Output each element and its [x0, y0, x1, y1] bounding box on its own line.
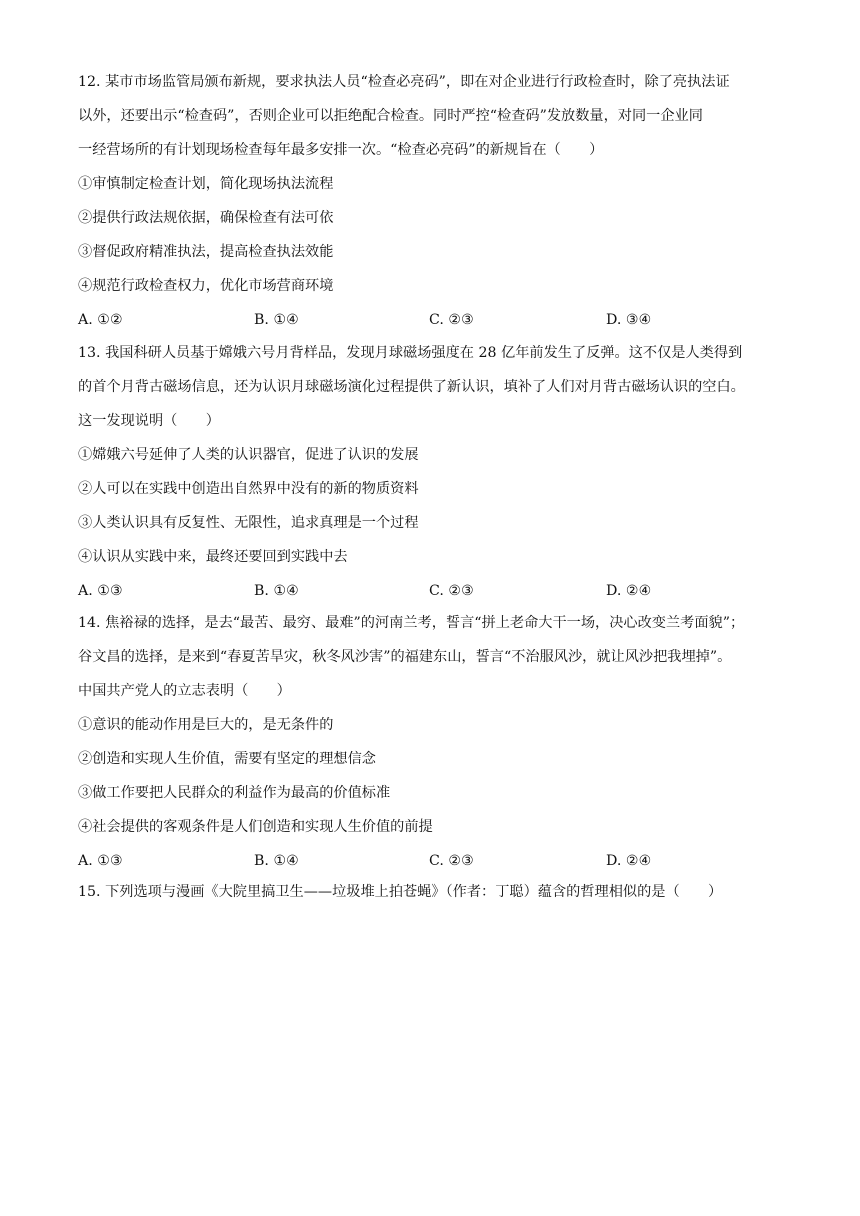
choice-a: A. ①②: [78, 312, 123, 328]
question-stem-line: 中国共产党人的立志表明（ ）: [78, 683, 291, 699]
choice-d: D. ③④: [606, 312, 652, 328]
choice-d: D. ②④: [606, 583, 652, 599]
question-stem-line: 的首个月背古磁场信息，还为认识月球磁场演化过程提供了新认识，填补了人们对月背古磁场认识的空白。: [78, 379, 745, 395]
question-14: [78, 613, 790, 885]
statement-option: ③做工作要把人民群众的利益作为最高的价值标准: [78, 785, 391, 801]
answer-choices: [78, 851, 790, 871]
statement-option: ③人类认识具有反复性、无限性，追求真理是一个过程: [78, 515, 419, 531]
question-stem-line: 15. 下列选项与漫画《大院里搞卫生——垃圾堆上拍苍蝇》（作者：丁聪）蕴含的哲理相似的是（ ）: [78, 884, 723, 900]
question-13: [78, 343, 790, 615]
statement-option: ④社会提供的客观条件是人们创造和实现人生价值的前提: [78, 819, 433, 835]
choice-b: B. ①④: [254, 312, 299, 328]
question-stem-line: 13. 我国科研人员基于嫦娥六号月背样品，发现月球磁场强度在 28 亿年前发生了反弹。这不仅是人类得到: [78, 345, 743, 361]
choice-a: A. ①③: [78, 853, 123, 869]
statement-option: ②提供行政法规依据，确保检查有法可依: [78, 210, 334, 226]
question-stem-line: 14. 焦裕禄的选择，是去“最苦、最穷、最难”的河南兰考，誓言“拼上老命大干一场，决心改变兰考面貌”；: [78, 615, 745, 631]
statement-option: ②人可以在实践中创造出自然界中没有的新的物质资料: [78, 481, 419, 497]
statement-option: ①审慎制定检查计划，简化现场执法流程: [78, 176, 334, 192]
statement-option: ①意识的能动作用是巨大的，是无条件的: [78, 717, 334, 733]
choice-c: C. ②③: [429, 853, 474, 869]
question-15: [78, 882, 790, 916]
choice-c: C. ②③: [429, 583, 474, 599]
choice-b: B. ①④: [254, 583, 299, 599]
statement-option: ④认识从实践中来，最终还要回到实践中去: [78, 549, 348, 565]
statement-option: ③督促政府精准执法，提高检查执法效能: [78, 244, 334, 260]
choice-b: B. ①④: [254, 853, 299, 869]
statement-option: ②创造和实现人生价值，需要有坚定的理想信念: [78, 751, 376, 767]
choice-d: D. ②④: [606, 853, 652, 869]
statement-option: ①嫦娥六号延伸了人类的认识器官，促进了认识的发展: [78, 447, 419, 463]
question-stem-line: 一经营场所的有计划现场检查每年最多安排一次。“检查必亮码”的新规旨在（ ）: [78, 142, 604, 158]
choice-c: C. ②③: [429, 312, 474, 328]
choice-a: A. ①③: [78, 583, 123, 599]
answer-choices: [78, 581, 790, 601]
question-stem-line: 这一发现说明（ ）: [78, 413, 220, 429]
answer-choices: [78, 310, 790, 330]
question-stem-line: 以外，还要出示“检查码”，否则企业可以拒绝配合检查。同时严控“检查码”发放数量，对同一企业同: [78, 108, 703, 124]
question-12: [78, 72, 790, 344]
statement-option: ④规范行政检查权力，优化市场营商环境: [78, 278, 334, 294]
question-stem-line: 谷文昌的选择，是来到“春夏苦旱灾，秋冬风沙害”的福建东山，誓言“不治服风沙，就让风沙把我埋掉”。: [78, 649, 732, 665]
question-stem-line: 12. 某市市场监管局颁布新规，要求执法人员“检查必亮码”，即在对企业进行行政检查时，除了亮执法证: [78, 74, 730, 90]
